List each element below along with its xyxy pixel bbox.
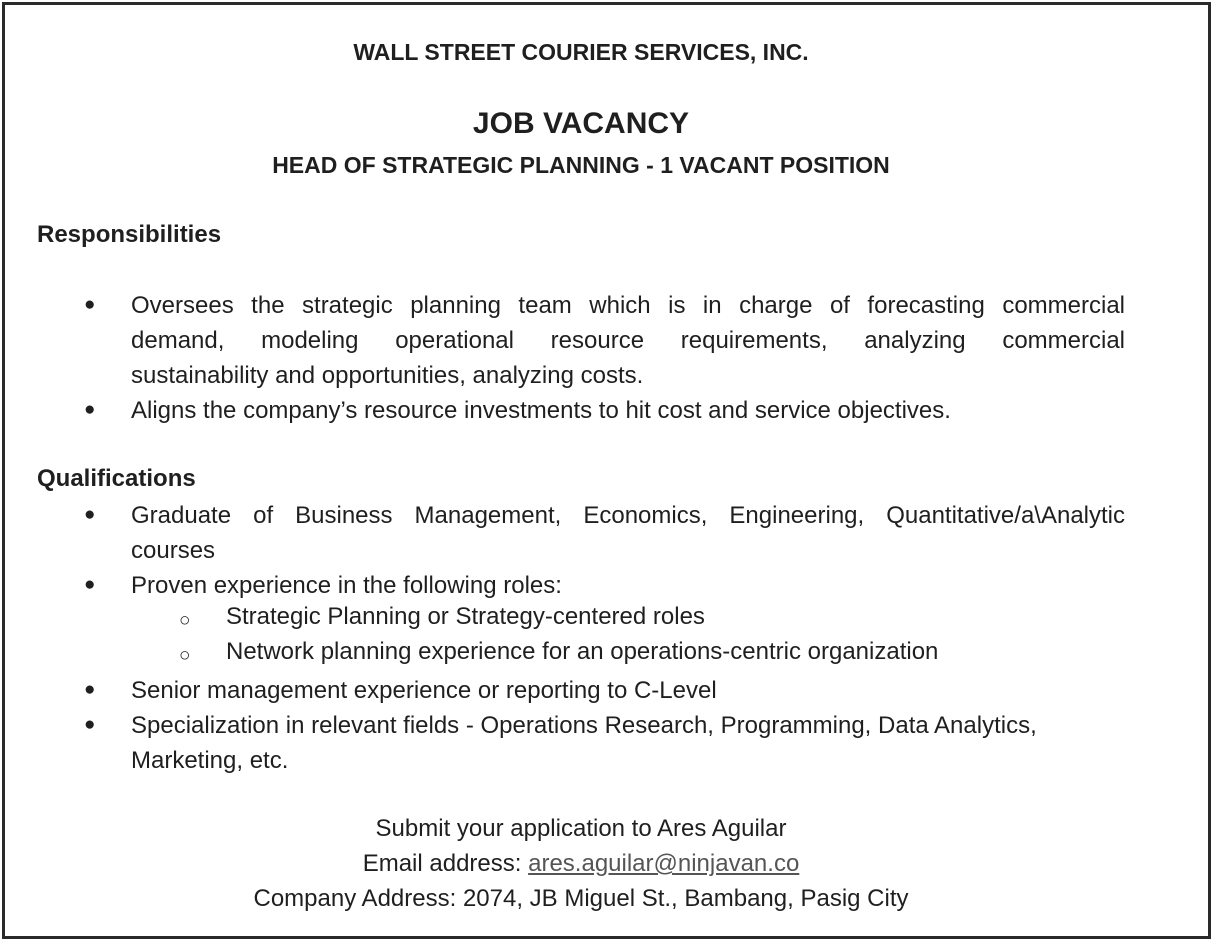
qualification-subitem: Strategic Planning or Strategy-centered roles [226, 603, 705, 630]
qualification-line: Graduate of Business Management, Economics, Engineering, Quantitative/a\Analytic [131, 502, 1125, 529]
responsibility-line: Aligns the company’s resource investments to hit cost and service objectives. [131, 397, 951, 424]
qualifications-heading: Qualifications [37, 465, 196, 492]
qualification-line: courses [131, 537, 216, 564]
responsibility-line: sustainability and opportunities, analyzing costs. [131, 362, 644, 389]
bullet-icon: ● [84, 714, 96, 735]
company-name: WALL STREET COURIER SERVICES, INC. [353, 39, 809, 65]
qualification-subitem: Network planning experience for an operations-centric organization [226, 638, 939, 665]
hollow-bullet-icon: ○ [179, 610, 191, 631]
qualification-line: Marketing, etc. [131, 747, 289, 774]
vacancy-notice [2, 2, 1211, 939]
responsibilities-heading: Responsibilities [37, 221, 222, 248]
bullet-icon: ● [84, 574, 96, 595]
submit-instructions: Submit your application to Ares Aguilar [375, 815, 787, 842]
email-link[interactable]: ares.aguilar@ninjavan.co [528, 850, 800, 877]
bullet-icon: ● [84, 399, 96, 420]
responsibility-line: Oversees the strategic planning team which is in charge of forecasting commercial [131, 292, 1125, 319]
qualification-line: Senior management experience or reporting to C-Level [131, 677, 717, 704]
page-title: JOB VACANCY [472, 107, 690, 140]
bullet-icon: ● [84, 294, 96, 315]
hollow-bullet-icon: ○ [179, 645, 191, 666]
bullet-icon: ● [84, 504, 96, 525]
responsibility-line: demand, modeling operational resource requirements, analyzing commercial [131, 327, 1125, 354]
qualification-line: Proven experience in the following roles: [131, 572, 562, 599]
position-title: HEAD OF STRATEGIC PLANNING - 1 VACANT POSITION [272, 152, 890, 178]
qualification-line: Specialization in relevant fields - Operations Research, Programming, Data Analytics, [131, 712, 1037, 739]
email-label: Email address: [362, 850, 529, 877]
email-line [5, 850, 1157, 878]
company-address: Company Address: 2074, JB Miguel St., Bambang, Pasig City [253, 885, 909, 912]
bullet-icon: ● [84, 679, 96, 700]
